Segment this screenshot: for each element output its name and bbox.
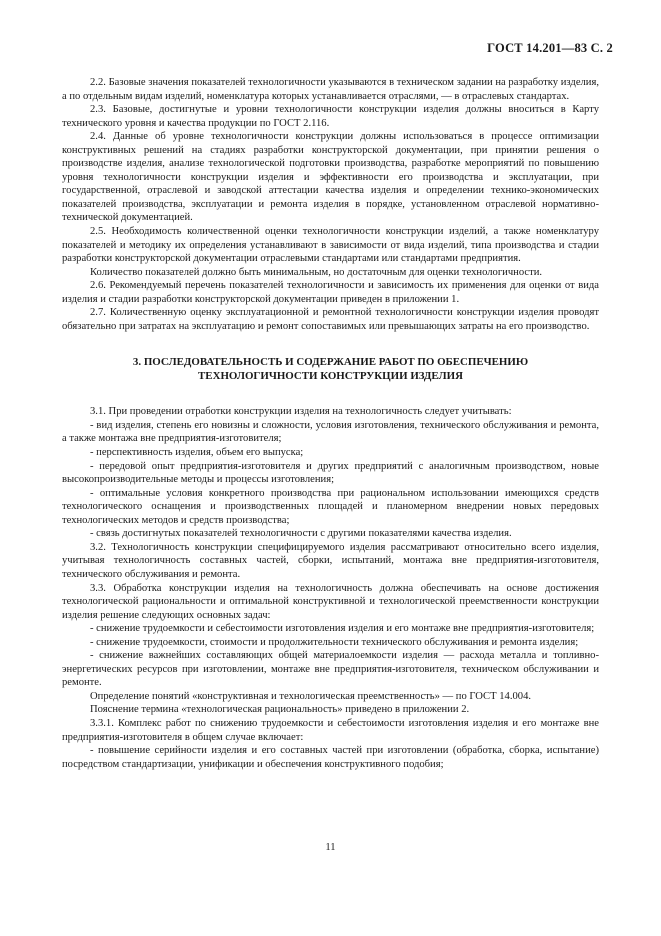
list-item-3-3-1-a: - повышение серийности изделия и его составных частей при изготовлении (обработка, сборка, испытание) посредством стандартизации, унификации и обеспечения конструктивного подобия; (62, 745, 599, 770)
paragraph-2-5: 2.5. Необходимость количественной оценки технологичности конструкции изделий, а также номенклатуру показателей и методику их определения устанавливают в зависимости от вида изделий, типа производства и стадии разработки конструкторской документации отраслевыми стандартами или стандартами предприятия. (62, 226, 599, 265)
list-item-3-3-b: - снижение трудоемкости, стоимости и продолжительности технического обслуживания и ремонта изделия; (90, 636, 579, 648)
list-item-3-1-d: - оптимальные условия конкретного производства при рациональном использовании имеющихся средств технологического оснащения и производственных площадей и планомерном внедрении новых передовых технологических методов и средств производства; (62, 487, 599, 526)
paragraph-term-note: Пояснение термина «технологическая рациональность» приведено в приложении 2. (90, 704, 470, 716)
list-item-3-3-a: - снижение трудоемкости и себестоимости изготовления изделия и его монтаже вне предприятия-изготовителя; (90, 623, 595, 635)
paragraph-2-5-note: Количество показателей должно быть минимальным, но достаточным для оценки технологичности. (90, 266, 543, 278)
paragraph-2-4: 2.4. Данные об уровне технологичности конструкции должны использоваться в процессе оптимизации конструктивных решений на стадиях разработки конструкторской документации, при принятии решения о производстве изделия, анализе технологической подготовки производства, разработке мероприятий по повышению уровня технологичности конструкции изделия и эффективности его производства и эксплуатации, при государственной, отраслевой и заводской аттестации качества изделия и определении технико-экономических показателей производства, эксплуатации и ремонта изделия в порядке, установленном отраслевой нормативно-технической документацией. (62, 131, 599, 224)
list-item-3-1-b: - перспективность изделия, объем его выпуска; (90, 447, 304, 459)
paragraph-3-3: 3.3. Обработка конструкции изделия на технологичность должна обеспечивать на основе достижения технологической рациональности и оптимальной конструктивной и технологической преемственности конструкции изделия решение следующих основных задач: (62, 582, 599, 621)
list-item-3-1-c: - передовой опыт предприятия-изготовителя и других предприятий с аналогичным производством, новые высокопроизводительные методы и процессы изготовления; (62, 460, 599, 486)
section-3-heading-line-1: 3. ПОСЛЕДОВАТЕЛЬНОСТЬ И СОДЕРЖАНИЕ РАБОТ ПО ОБЕСПЕЧЕНИЮ (132, 356, 529, 369)
paragraph-2-7: 2.7. Количественную оценку эксплуатационной и ремонтной технологичности конструкции изделия проводят обязательно при затратах на эксплуатацию и ремонт сопоставимых или превышающих затраты на его производство. (62, 307, 599, 332)
list-item-3-3-c: - снижение важнейших составляющих общей материалоемкости изделия — расхода металла и топливно-энергетических ресурсов при изготовлении, монтаже вне предприятия-изготовителя, техническом обслуживании и ремонте. (62, 650, 599, 689)
list-item-3-1-a: - вид изделия, степень его новизны и сложности, условия изготовления, технического обслуживания и ремонта, а также монтажа вне предприятия-изготовителя; (62, 419, 599, 445)
paragraph-2-3: 2.3. Базовые, достигнутые и уровни технологичности конструкции изделия должны вноситься в Карту технического уровня и качества продукции по ГОСТ 2.116. (62, 104, 599, 129)
page-header-designation: ГОСТ 14.201—83 С. 2 (487, 41, 613, 55)
paragraph-2-6: 2.6. Рекомендуемый перечень показателей технологичности и зависимость их применения для оценки от вида изделия и стадии разработки конструкторской документации приведен в приложении 1. (62, 280, 599, 305)
paragraph-3-1: 3.1. При проведении отработки конструкции изделия на технологичность следует учитывать: (90, 406, 512, 418)
page-number: 11 (325, 842, 336, 853)
list-item-3-1-e: - связь достигнутых показателей технологичности с другими показателями качества изделия. (90, 528, 512, 540)
paragraph-2-2: 2.2. Базовые значения показателей технологичности указываются в техническом задании на разработку изделия, а по отдельным видам изделий, номенклатура которых устанавливается отраслями, — в отраслевых стандартах. (62, 77, 599, 102)
section-3-heading (62, 356, 599, 383)
document-body (62, 76, 599, 771)
paragraph-3-3-1: 3.3.1. Комплекс работ по снижению трудоемкости и себестоимости изготовления изделия и его монтаже вне предприятия-изготовителя в общем случае включает: (62, 717, 599, 743)
section-3-heading-line-2: ТЕХНОЛОГИЧНОСТИ КОНСТРУКЦИИ ИЗДЕЛИЯ (198, 369, 463, 382)
paragraph-3-2: 3.2. Технологичность конструкции специфицируемого изделия рассматривают относительно всего изделия, учитывая технологичность составных частей, сборки, испытаний, монтажа вне предприятия-изготовителя, технического обслуживания и ремонта. (62, 541, 599, 580)
paragraph-definition: Определение понятий «конструктивная и технологическая преемственность» — по ГОСТ 14.004. (90, 690, 532, 702)
